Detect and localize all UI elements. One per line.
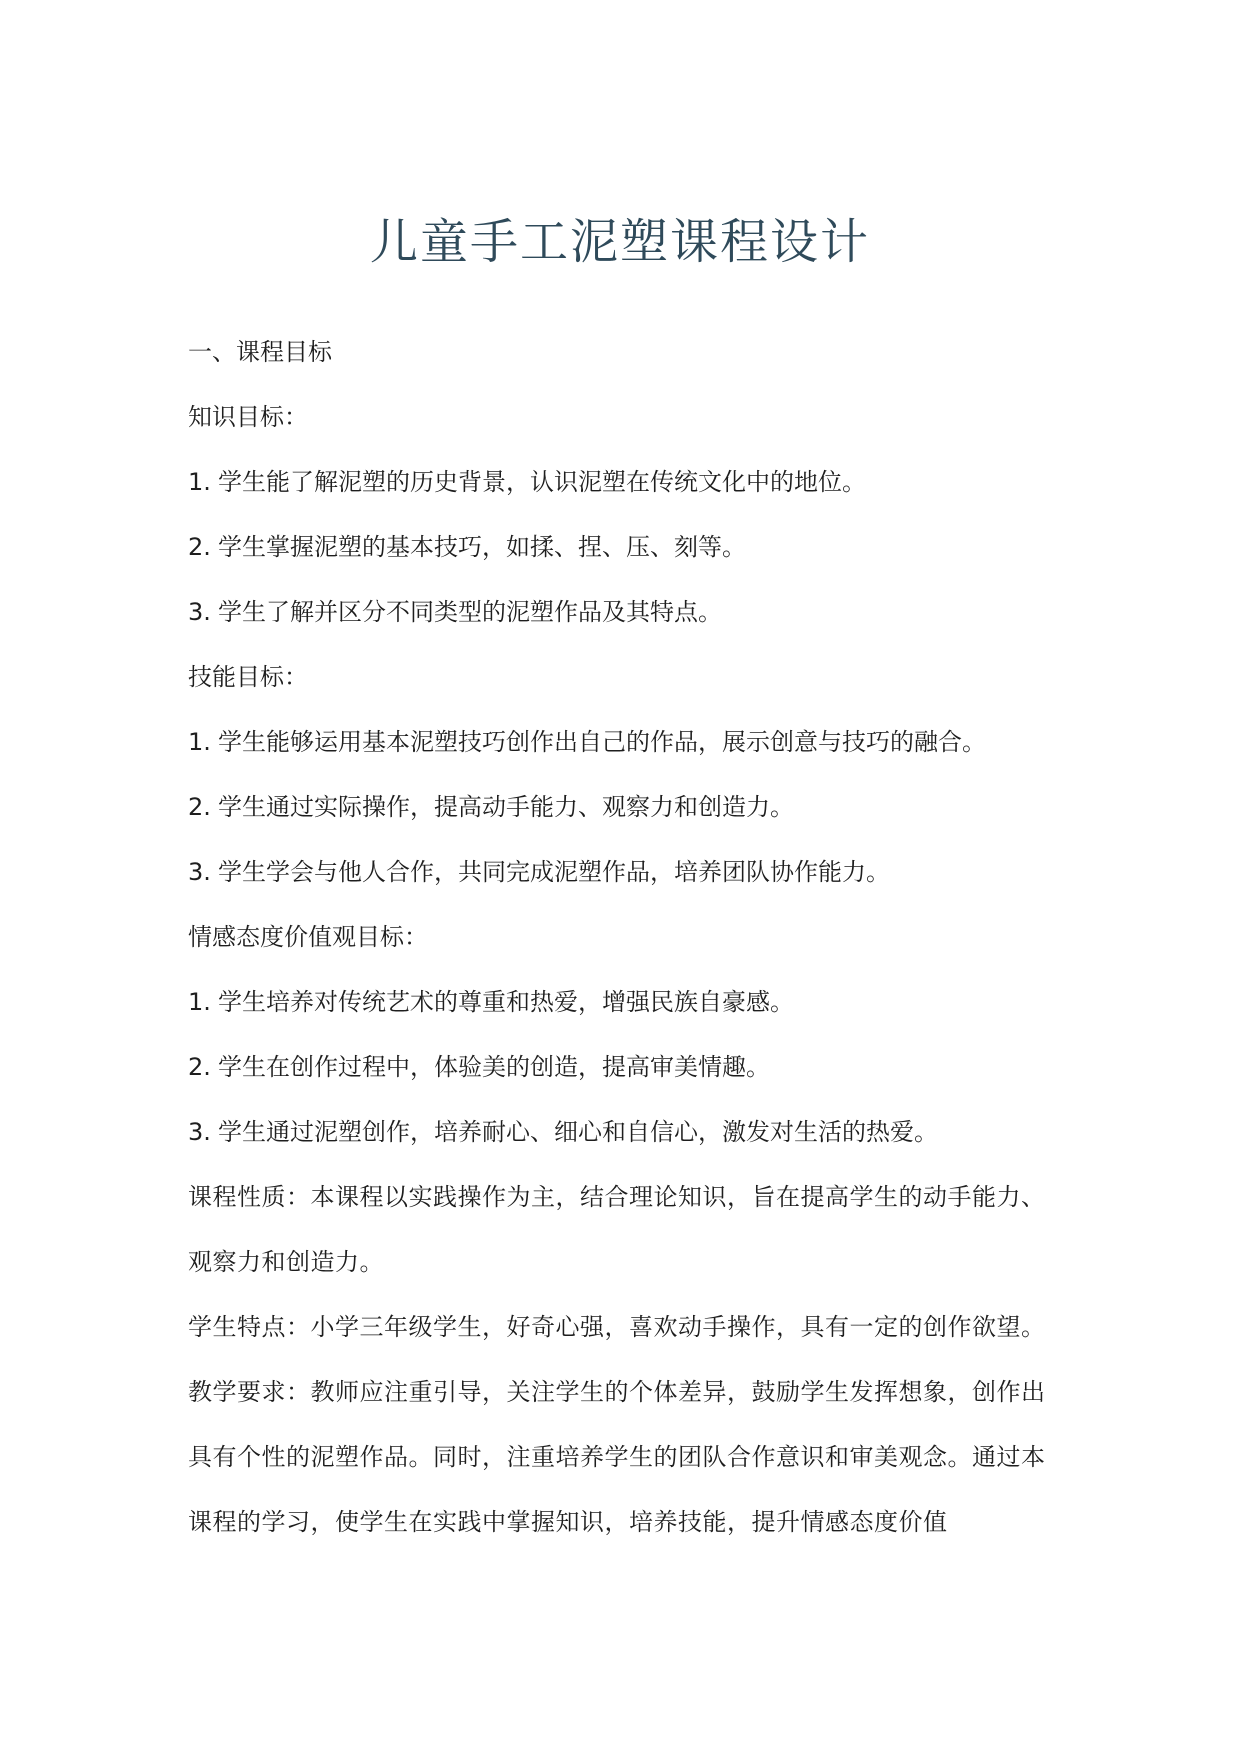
knowledge-goal-item: [188, 580, 1048, 645]
student-characteristics-paragraph: 学生特点：小学三年级学生，好奇心强，喜欢动手操作，具有一定的创作欲望。: [188, 1313, 1046, 1341]
document-title: 儿童手工泥塑课程设计: [369, 214, 870, 270]
item-text: 学生能够运用基本泥塑技巧创作出自己的作品，展示创意与技巧的融合。: [218, 728, 986, 756]
knowledge-goals-label: 知识目标：: [188, 403, 308, 431]
emotion-goals-label: 情感态度价值观目标：: [188, 923, 428, 951]
knowledge-goal-item: [188, 515, 1048, 580]
item-number: 1.: [188, 988, 211, 1016]
document-body: [188, 320, 1048, 1555]
item-number: 2.: [188, 533, 211, 561]
item-text: 学生掌握泥塑的基本技巧，如揉、捏、压、刻等。: [218, 533, 746, 561]
emotion-goal-item: [188, 1035, 1048, 1100]
item-text: 学生学会与他人合作，共同完成泥塑作品，培养团队协作能力。: [218, 858, 890, 886]
item-number: 1.: [188, 468, 211, 496]
course-nature-paragraph: 课程性质：本课程以实践操作为主，结合理论知识，旨在提高学生的动手能力、观察力和创造力。: [188, 1183, 1046, 1276]
emotion-goal-item: [188, 1100, 1048, 1165]
item-number: 1.: [188, 728, 211, 756]
skill-goals-label: 技能目标：: [188, 663, 308, 691]
item-number: 2.: [188, 1053, 211, 1081]
skill-goal-item: [188, 710, 1048, 775]
item-text: 学生能了解泥塑的历史背景，认识泥塑在传统文化中的地位。: [218, 468, 866, 496]
knowledge-goal-item: [188, 450, 1048, 515]
item-text: 学生在创作过程中，体验美的创造，提高审美情趣。: [218, 1053, 770, 1081]
skill-goal-item: [188, 775, 1048, 840]
emotion-goal-item: [188, 970, 1048, 1035]
item-text: 学生培养对传统艺术的尊重和热爱，增强民族自豪感。: [218, 988, 794, 1016]
item-text: 学生通过泥塑创作，培养耐心、细心和自信心，激发对生活的热爱。: [218, 1118, 938, 1146]
item-number: 3.: [188, 858, 211, 886]
section-heading: 一、课程目标: [188, 338, 332, 366]
item-number: 2.: [188, 793, 211, 821]
teaching-requirements-paragraph: 教学要求：教师应注重引导，关注学生的个体差异，鼓励学生发挥想象，创作出具有个性的泥塑作品。同时，注重培养学生的团队合作意识和审美观念。通过本课程的学习，使学生在实践中掌握知识，培养技能，提升情感态度价值: [188, 1378, 1046, 1536]
skill-goal-item: [188, 840, 1048, 905]
item-text: 学生了解并区分不同类型的泥塑作品及其特点。: [218, 598, 722, 626]
item-text: 学生通过实际操作，提高动手能力、观察力和创造力。: [218, 793, 794, 821]
item-number: 3.: [188, 598, 211, 626]
item-number: 3.: [188, 1118, 211, 1146]
